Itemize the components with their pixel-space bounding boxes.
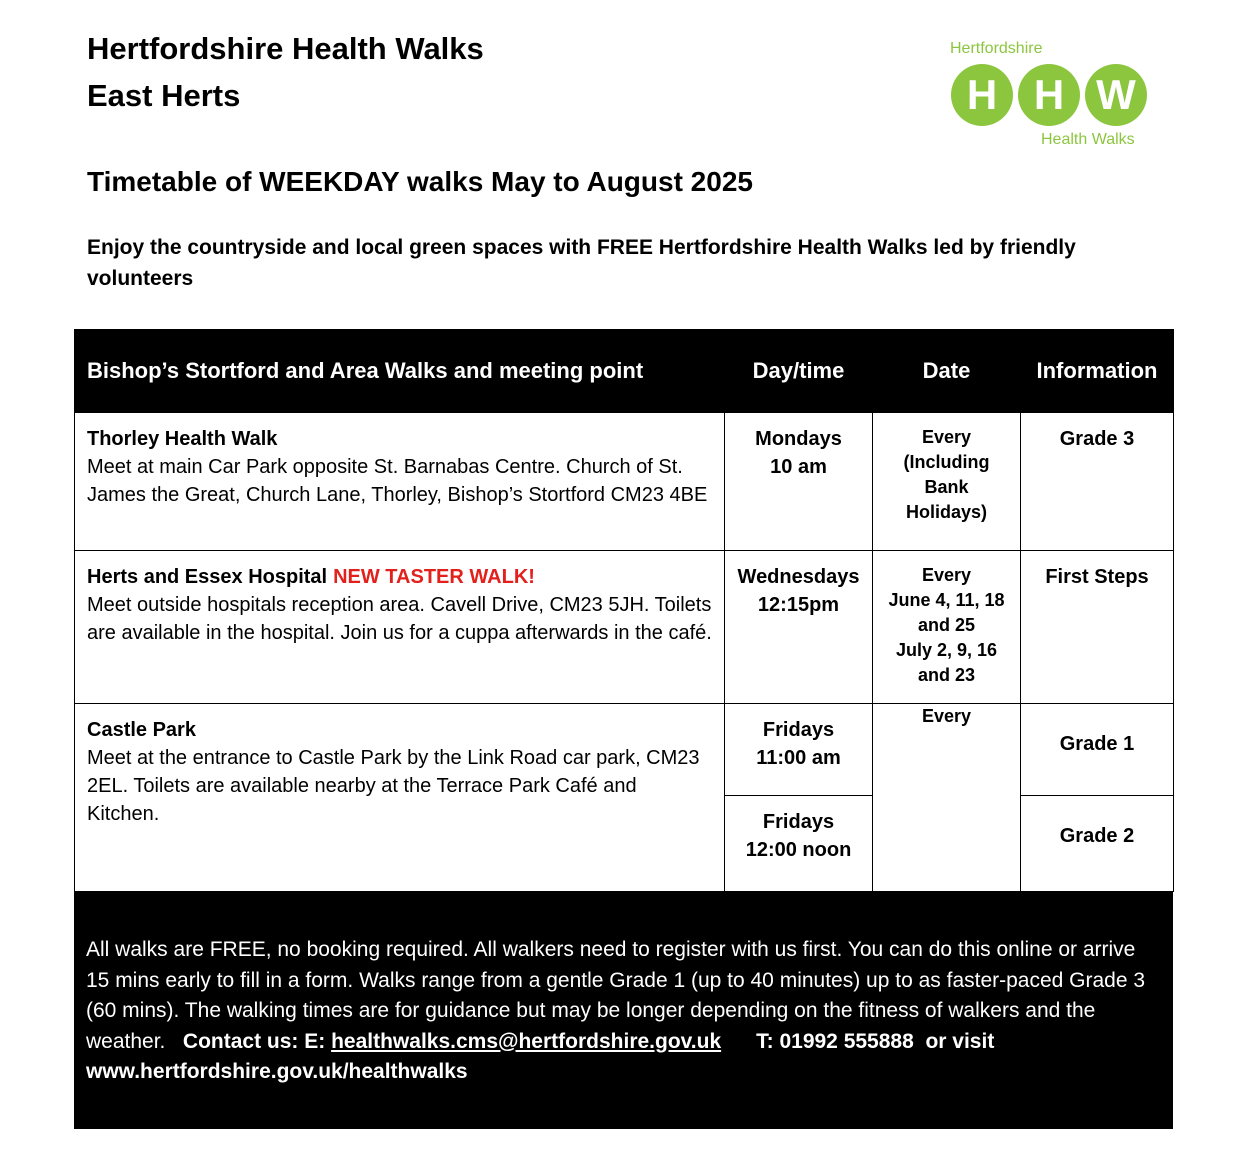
page-title: Hertfordshire Health Walks — [87, 31, 484, 66]
table-row — [75, 704, 1174, 796]
walk-time: 10 am — [770, 456, 827, 478]
contact-phone: T: 01992 555888 — [756, 1029, 914, 1053]
walk-cell — [75, 413, 725, 551]
header-walks: Bishop’s Stortford and Area Walks and meeting point — [75, 330, 725, 413]
date-line: Every — [921, 565, 972, 585]
timetable-title: Timetable of WEEKDAY walks May to August 2025 — [87, 166, 753, 197]
contact-email-link[interactable]: healthwalks.cms@hertfordshire.gov.uk — [331, 1029, 722, 1053]
walk-day: Fridays — [762, 719, 835, 741]
info-cell: Grade 1 — [1021, 704, 1174, 796]
new-walk-badge: NEW TASTER WALK! — [333, 566, 535, 588]
walk-name: Castle Park — [87, 719, 196, 741]
date-line: June 4, 11, 18 — [888, 590, 1005, 610]
contact-label: Contact us: E: — [182, 1029, 326, 1053]
walk-day: Mondays — [755, 428, 842, 450]
visit-website-text: or visit www.hertfordshire.gov.uk/healthwalks — [86, 1029, 995, 1083]
header-date: Date — [873, 330, 1021, 413]
walk-time: 12:15pm — [757, 594, 840, 616]
footer-text: All walks are FREE, no booking required. All walkers need to register with us first. You can do this online or arrive 15 mins early to fill in a form. Walks range from a gentle Grade 1 (up to 40 minutes) up to as faster-paced Grade 3 (60 mins). The walking times are for guidance but may be longer depending on the fitness of walkers and the weather. — [86, 938, 1146, 1053]
date-cell: Every — [873, 704, 1021, 892]
day-time-cell — [725, 704, 873, 796]
walk-cell — [75, 704, 725, 892]
walk-name: Herts and Essex Hospital — [87, 566, 328, 588]
footer-info — [74, 891, 1173, 1129]
walk-day: Wednesdays — [737, 566, 860, 588]
walk-cell — [75, 551, 725, 704]
walk-time: 11:00 am — [756, 747, 841, 769]
day-time-cell — [725, 551, 873, 704]
logo-top-text: Hertfordshire — [950, 40, 1043, 57]
logo-letter-h1: H — [951, 64, 1013, 126]
info-cell: First Steps — [1021, 551, 1174, 704]
date-line: and 25 — [917, 615, 976, 635]
walk-day: Fridays — [762, 811, 835, 833]
walk-description: Meet at the entrance to Castle Park by the Link Road car park, CM23 2EL. Toilets are available nearby at the Terrace Park Café and Kitchen. — [87, 747, 700, 825]
logo-letter-w: W — [1085, 64, 1147, 126]
header-day-time: Day/time — [725, 330, 873, 413]
day-time-cell — [725, 413, 873, 551]
date-cell — [873, 551, 1021, 704]
walk-name: Thorley Health Walk — [87, 428, 278, 450]
hhw-logo — [945, 38, 1155, 158]
day-time-cell — [725, 796, 873, 892]
walks-table — [74, 329, 1174, 892]
table-row — [75, 413, 1174, 551]
table-header-row — [75, 330, 1174, 413]
date-line: (Including — [903, 452, 990, 472]
date-line: Bank — [924, 477, 969, 497]
date-cell — [873, 413, 1021, 551]
page-subtitle: East Herts — [87, 78, 241, 113]
date-line: Every — [921, 427, 972, 447]
info-cell: Grade 3 — [1021, 413, 1174, 551]
header-information: Information — [1021, 330, 1174, 413]
logo-bottom-text: Health Walks — [1041, 131, 1135, 148]
intro-text: Enjoy the countryside and local green spaces with FREE Hertfordshire Health Walks led by friendly volunteers — [87, 236, 1076, 290]
date-line: Holidays) — [905, 502, 988, 522]
walk-description: Meet at main Car Park opposite St. Barnabas Centre. Church of St. James the Great, Church Lane, Thorley, Bishop’s Stortford CM23 4BE — [87, 456, 708, 506]
walk-time: 12:00 noon — [745, 839, 852, 861]
logo-letter-h2: H — [1018, 64, 1080, 126]
date-line: July 2, 9, 16 — [895, 640, 998, 660]
walk-description: Meet outside hospitals reception area. Cavell Drive, CM23 5JH. Toilets are available in the hospital. Join us for a cuppa afterwards in the café. — [87, 594, 712, 644]
info-cell: Grade 2 — [1021, 796, 1174, 892]
date-line: and 23 — [917, 665, 976, 685]
table-row — [75, 551, 1174, 704]
